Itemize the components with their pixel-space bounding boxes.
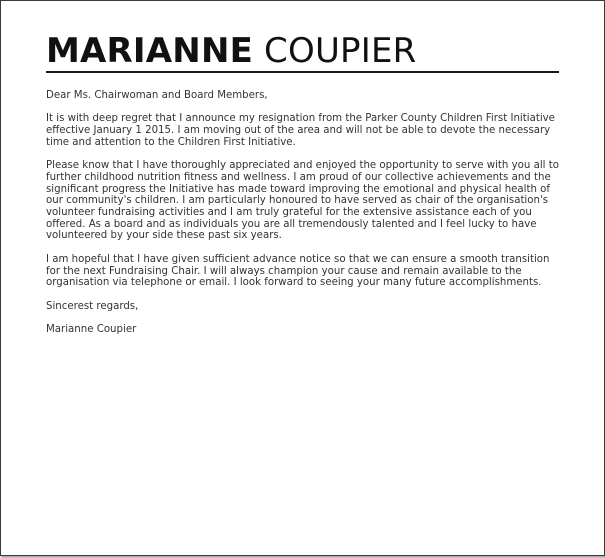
sender-first-name: MARIANNE xyxy=(46,31,254,71)
sender-last-name: COUPIER xyxy=(264,31,417,71)
letterhead xyxy=(46,31,559,73)
salutation: Dear Ms. Chairwoman and Board Members, xyxy=(46,90,268,101)
paragraph-3: I am hopeful that I have given sufficient advance notice so that we can ensure a smooth transition for the next Fundraising Chair. I will always champion your cause and remain available to the organisation via telephone or email. I look forward to seeing your many future accomplishments. xyxy=(46,253,550,289)
sender-name xyxy=(46,31,416,71)
signature: Marianne Coupier xyxy=(46,323,137,335)
paragraph-1: It is with deep regret that I announce my resignation from the Parker County Children First Initiative effective January 1 2015. I am moving out of the area and will not be able to devote the necessary time and attention to the Children First Initiative. xyxy=(46,113,555,148)
paragraph-2: Please know that I have thoroughly appreciated and enjoyed the opportunity to serve with you all to further childhood nutrition fitness and wellness. I am proud of our collective achievements and the significant progress the Initiative has made toward improving the emotional and physical health of our community's children. I am particularly honoured to have served as chair of the organisation's volunteer fundraising activities and I am truly grateful for the extensive assistance each of you offered. As a board and as individuals you are all tremendously talented and I feel lucky to have volunteered by your side these past six years. xyxy=(46,160,559,242)
closing: Sincerest regards, xyxy=(46,300,139,312)
letter-body xyxy=(46,90,561,347)
